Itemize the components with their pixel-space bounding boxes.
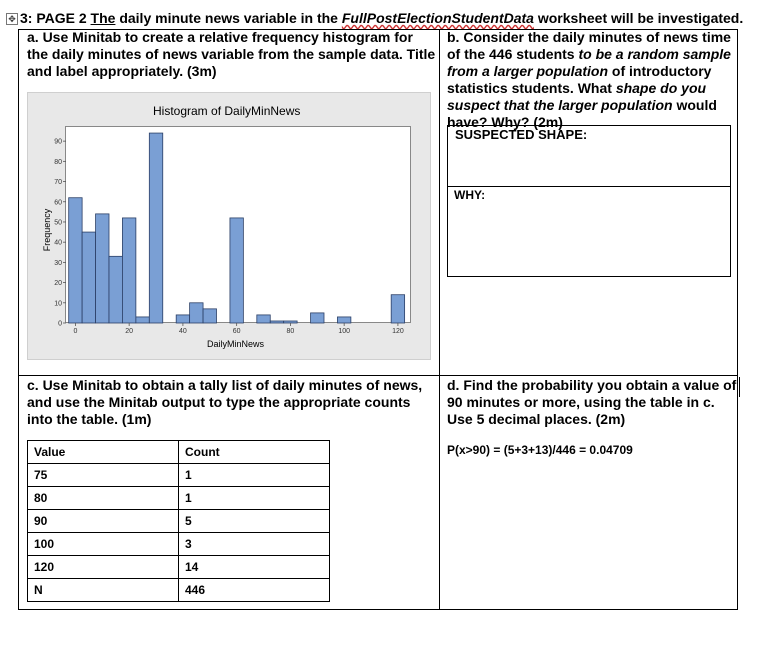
part-b-text-4: shape do you suspect that the larger population — [447, 80, 707, 113]
header-count: Count — [179, 441, 330, 464]
suspected-shape-box — [447, 125, 731, 277]
cell-value[interactable]: N — [28, 579, 179, 602]
heading-the: The — [90, 10, 116, 26]
x-tick-label: 60 — [232, 328, 241, 335]
y-tick-label: 10 — [54, 300, 62, 308]
histogram-bar — [337, 317, 350, 323]
part-d-answer[interactable]: P(x>90) = (5+3+13)/446 = 0.04709 — [447, 443, 633, 457]
histogram-bar — [203, 309, 216, 323]
table-row — [28, 579, 330, 602]
heading-prefix: 3: PAGE 2 — [20, 10, 91, 26]
part-b-text-3: of introductory statistics students. What — [447, 63, 712, 96]
histogram-bar — [96, 214, 109, 323]
table-row — [28, 556, 330, 579]
histogram-bar — [257, 315, 270, 323]
histogram-bar — [122, 218, 135, 323]
heading-mid: daily minute news variable in the — [115, 10, 342, 26]
histogram-bar — [391, 295, 404, 323]
y-tick-label: 70 — [54, 179, 62, 187]
shape-box-divider — [447, 186, 731, 187]
histogram-bar — [284, 321, 297, 323]
x-tick-label: 120 — [392, 328, 404, 335]
why-label: WHY: — [454, 188, 486, 202]
x-tick-label: 100 — [338, 328, 350, 335]
part-c-text: c. Use Minitab to obtain a tally list of daily minutes of news, and use the Minitab output to type the appropriate counts into the table. (1m) — [27, 377, 423, 427]
x-tick-label: 40 — [179, 328, 187, 335]
x-tick-label: 80 — [286, 328, 295, 335]
cell-count[interactable]: 14 — [179, 556, 330, 579]
y-tick-label: 30 — [54, 259, 62, 267]
table-row — [28, 464, 330, 487]
table-header-row — [28, 441, 330, 464]
histogram-bar — [311, 313, 324, 323]
chart-title: Histogram of DailyMinNews — [153, 104, 301, 118]
cell-count[interactable]: 446 — [179, 579, 330, 602]
cell-value[interactable]: 75 — [28, 464, 179, 487]
cell-count[interactable]: 5 — [179, 510, 330, 533]
part-b-text-1: b. Consider the daily minutes of news time of the 446 students — [447, 29, 731, 62]
heading-suffix: worksheet will be investigated. — [533, 10, 744, 26]
histogram-bar — [136, 317, 149, 323]
cell-count[interactable]: 1 — [179, 487, 330, 510]
cell-value[interactable]: 100 — [28, 533, 179, 556]
table-row — [28, 533, 330, 556]
cell-value[interactable]: 90 — [28, 510, 179, 533]
table-row — [28, 510, 330, 533]
tally-table — [27, 440, 330, 602]
histogram-bar — [69, 198, 82, 323]
chart-x-label: DailyMinNews — [207, 339, 265, 349]
cell-count[interactable]: 1 — [179, 464, 330, 487]
part-b-text — [447, 29, 737, 131]
x-tick-label: 20 — [125, 328, 134, 335]
y-tick-label: 90 — [54, 138, 62, 146]
cell-value[interactable]: 120 — [28, 556, 179, 579]
histogram-bar — [230, 218, 243, 323]
cell-value[interactable]: 80 — [28, 487, 179, 510]
part-a-text: a. Use Minitab to create a relative frequency histogram for the daily minutes of news variable from the sample data. Title and label appropriately. (3m) — [27, 29, 436, 79]
histogram-bar — [149, 133, 162, 323]
histogram-bar — [82, 232, 95, 323]
y-tick-label: 0 — [58, 320, 62, 328]
part-d-text: d. Find the probability you obtain a value of 90 minutes or more, using the table in c. Use 5 decimal places. (2m) — [447, 377, 737, 427]
x-tick-label: 0 — [73, 328, 78, 335]
y-tick-label: 40 — [54, 239, 62, 247]
histogram-bar — [270, 321, 283, 323]
suspected-shape-label: SUSPECTED SHAPE: — [455, 127, 588, 142]
histogram-bar — [109, 256, 122, 323]
histogram-bar — [176, 315, 189, 323]
cell-count[interactable]: 3 — [179, 533, 330, 556]
y-tick-label: 80 — [54, 158, 62, 166]
y-tick-label: 50 — [54, 219, 62, 227]
part-b-text-2: to be a random sample from a larger population — [447, 46, 731, 79]
histogram-bar — [190, 303, 203, 323]
table-row — [28, 487, 330, 510]
chart-y-label: Frequency — [42, 208, 52, 252]
part-b-text-5: would have? Why? (2m) — [447, 97, 717, 130]
y-tick-label: 60 — [54, 199, 62, 207]
header-value: Value — [28, 441, 179, 464]
table-move-handle-icon[interactable]: ✥ — [6, 13, 18, 25]
y-tick-label: 20 — [54, 280, 62, 288]
worksheet-name: FullPostElectionStudentData — [341, 10, 534, 26]
